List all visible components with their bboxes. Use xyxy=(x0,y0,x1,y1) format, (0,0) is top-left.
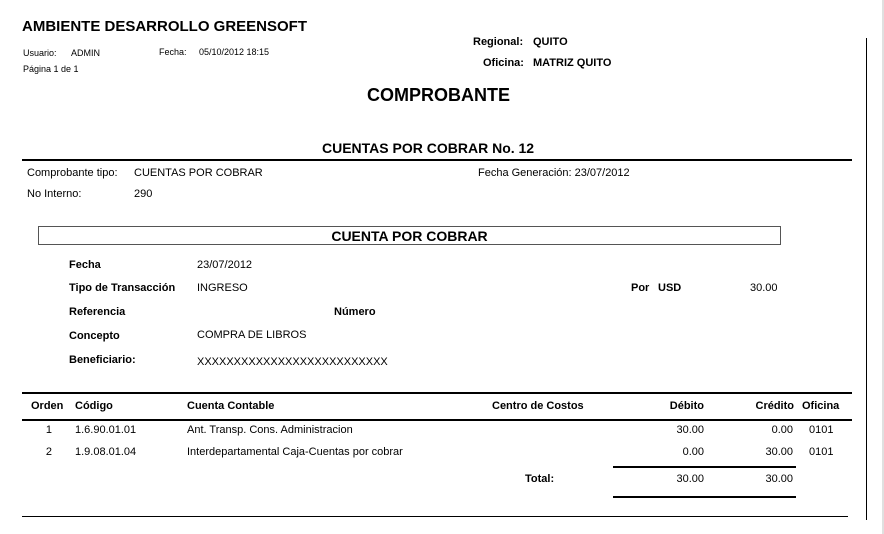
col-oficina: Oficina xyxy=(802,400,840,412)
table-header-rule xyxy=(22,419,852,421)
detail-fecha-label: Fecha xyxy=(69,259,101,271)
row2-credito: 30.00 xyxy=(765,446,793,458)
col-credito: Crédito xyxy=(755,400,794,412)
total-debito: 30.00 xyxy=(676,473,704,485)
comprobante-tipo-value: CUENTAS POR COBRAR xyxy=(134,167,263,179)
col-cuenta: Cuenta Contable xyxy=(187,400,275,412)
amount: 30.00 xyxy=(750,282,778,294)
regional-label: Regional: xyxy=(473,36,524,48)
section-title: CUENTA POR COBRAR xyxy=(331,228,488,244)
detail-fecha-value: 23/07/2012 xyxy=(197,259,253,271)
col-orden: Orden xyxy=(31,400,64,412)
detail-tipo-value: INGRESO xyxy=(197,282,248,294)
row2-oficina: 0101 xyxy=(809,446,834,458)
concepto-label: Concepto xyxy=(69,330,120,342)
row2-cuenta: Interdepartamental Caja-Cuentas por cobrar xyxy=(187,446,403,458)
row1-oficina: 0101 xyxy=(809,424,834,436)
row2-codigo: 1.9.08.01.04 xyxy=(75,446,137,458)
table-top-rule xyxy=(22,392,852,394)
row2-orden: 2 xyxy=(45,446,52,458)
subtitle-rule xyxy=(22,159,852,161)
page-number: Página 1 de 1 xyxy=(23,64,79,74)
usuario-label: Usuario: xyxy=(23,48,57,58)
no-interno-value: 290 xyxy=(134,188,153,200)
oficina-value: MATRIZ QUITO xyxy=(533,57,612,69)
numero-label: Número xyxy=(334,306,376,318)
spacer xyxy=(22,38,867,39)
currency: USD xyxy=(658,282,682,294)
usuario-value: ADMIN xyxy=(71,48,100,58)
total-credito: 30.00 xyxy=(765,473,793,485)
referencia-label: Referencia xyxy=(69,306,126,318)
detail-tipo-label: Tipo de Transacción xyxy=(69,282,176,294)
total-top-rule xyxy=(613,466,796,468)
concepto-value: COMPRA DE LIBROS xyxy=(197,329,307,341)
fecha-generacion: Fecha Generación: 23/07/2012 xyxy=(478,167,630,179)
comprobante-tipo-label: Comprobante tipo: xyxy=(27,167,118,179)
row1-cuenta: Ant. Transp. Cons. Administracion xyxy=(187,424,353,436)
por-label: Por xyxy=(631,282,650,294)
row1-debito: 30.00 xyxy=(676,424,704,436)
row1-credito: 0.00 xyxy=(771,424,793,436)
page-right-border xyxy=(866,38,867,520)
regional-value: QUITO xyxy=(533,36,568,48)
row2-debito: 0.00 xyxy=(682,446,704,458)
row1-codigo: 1.6.90.01.01 xyxy=(75,424,137,436)
oficina-label: Oficina: xyxy=(483,57,524,69)
beneficiario-label: Beneficiario: xyxy=(69,354,136,366)
row1-orden: 1 xyxy=(45,424,52,436)
col-centro: Centro de Costos xyxy=(492,400,584,412)
total-bottom-rule xyxy=(613,496,796,498)
fecha-value: 05/10/2012 18:15 xyxy=(199,47,270,57)
beneficiario-value: XXXXXXXXXXXXXXXXXXXXXXXXXX xyxy=(197,356,388,368)
total-label: Total: xyxy=(525,473,555,485)
col-codigo: Código xyxy=(75,400,113,412)
col-debito: Débito xyxy=(669,400,704,412)
footer-rule xyxy=(22,516,848,517)
no-interno-label: No Interno: xyxy=(27,188,82,200)
company-name: AMBIENTE DESARROLLO GREENSOFT xyxy=(22,18,308,35)
fecha-label: Fecha: xyxy=(159,47,187,57)
page-title: COMPROBANTE xyxy=(367,85,510,105)
document-subtitle: CUENTAS POR COBRAR No. 12 xyxy=(322,140,535,156)
